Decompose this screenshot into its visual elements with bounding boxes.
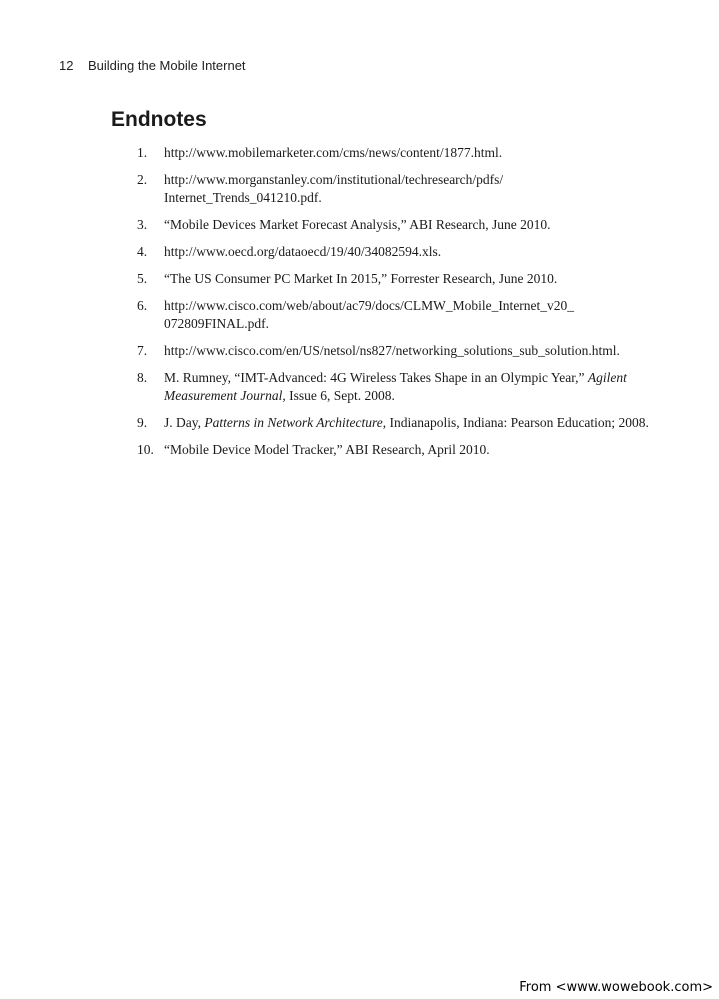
endnote-text: http://www.cisco.com/en/US/netsol/ns827/networking_solutions_sub_solution.html. bbox=[164, 343, 620, 358]
endnote-text bbox=[164, 369, 677, 405]
running-head bbox=[59, 58, 246, 73]
endnote-text-line-1: http://www.morganstanley.com/institutional/techresearch/pdfs/ bbox=[164, 172, 504, 187]
source-footer: From <www.wowebook.com> bbox=[519, 980, 713, 995]
endnote-text: “Mobile Device Model Tracker,” ABI Research, April 2010. bbox=[164, 442, 490, 457]
endnote-number: 5. bbox=[137, 271, 148, 286]
book-title: Building the Mobile Internet bbox=[88, 58, 246, 73]
endnote-text-line-1: http://www.cisco.com/web/about/ac79/docs/CLMW_Mobile_Internet_v20_ bbox=[164, 298, 575, 313]
endnote-text-tail: , Issue 6, Sept. 2008. bbox=[282, 388, 395, 403]
endnote-number: 2. bbox=[137, 172, 148, 187]
endnote-text-line-2: Internet_Trends_041210.pdf. bbox=[164, 190, 322, 205]
endnote-number: 6. bbox=[137, 298, 148, 313]
endnote-text bbox=[164, 297, 677, 333]
endnote-4 bbox=[137, 243, 677, 261]
endnote-1 bbox=[137, 144, 677, 162]
endnote-10 bbox=[137, 441, 677, 459]
endnote-text bbox=[164, 171, 677, 207]
endnote-3 bbox=[137, 216, 677, 234]
page-number: 12 bbox=[59, 58, 74, 73]
endnote-text: http://www.mobilemarketer.com/cms/news/content/1877.html. bbox=[164, 145, 503, 160]
endnote-text-lead: J. Day, bbox=[164, 415, 205, 430]
endnote-text: “The US Consumer PC Market In 2015,” Forrester Research, June 2010. bbox=[164, 271, 558, 286]
endnote-number: 1. bbox=[137, 145, 148, 160]
endnote-number: 8. bbox=[137, 370, 148, 385]
journal-title: Agilent Measurement Journal bbox=[164, 370, 627, 403]
book-title-italic: Patterns in Network Architecture bbox=[204, 415, 383, 430]
endnote-7 bbox=[137, 342, 677, 360]
endnote-text bbox=[164, 414, 677, 432]
endnote-text-tail: , Indianapolis, Indiana: Pearson Education; 2008. bbox=[382, 415, 649, 430]
endnote-2 bbox=[137, 171, 677, 207]
endnote-text: “Mobile Devices Market Forecast Analysis,” ABI Research, June 2010. bbox=[164, 217, 551, 232]
endnote-number: 9. bbox=[137, 415, 148, 430]
endnote-5 bbox=[137, 270, 677, 288]
endnote-text-line-2: 072809FINAL.pdf. bbox=[164, 316, 269, 331]
endnote-9 bbox=[137, 414, 677, 432]
section-title: Endnotes bbox=[111, 108, 207, 131]
endnotes-list bbox=[137, 144, 677, 468]
endnote-6 bbox=[137, 297, 677, 333]
endnote-8 bbox=[137, 369, 677, 405]
endnote-number: 3. bbox=[137, 217, 148, 232]
endnote-text-lead: M. Rumney, “IMT-Advanced: 4G Wireless Takes Shape in an Olympic Year,” bbox=[164, 370, 588, 385]
endnote-number: 4. bbox=[137, 244, 148, 259]
endnote-number: 10. bbox=[137, 442, 154, 457]
endnote-text: http://www.oecd.org/dataoecd/19/40/34082594.xls. bbox=[164, 244, 442, 259]
endnote-number: 7. bbox=[137, 343, 148, 358]
